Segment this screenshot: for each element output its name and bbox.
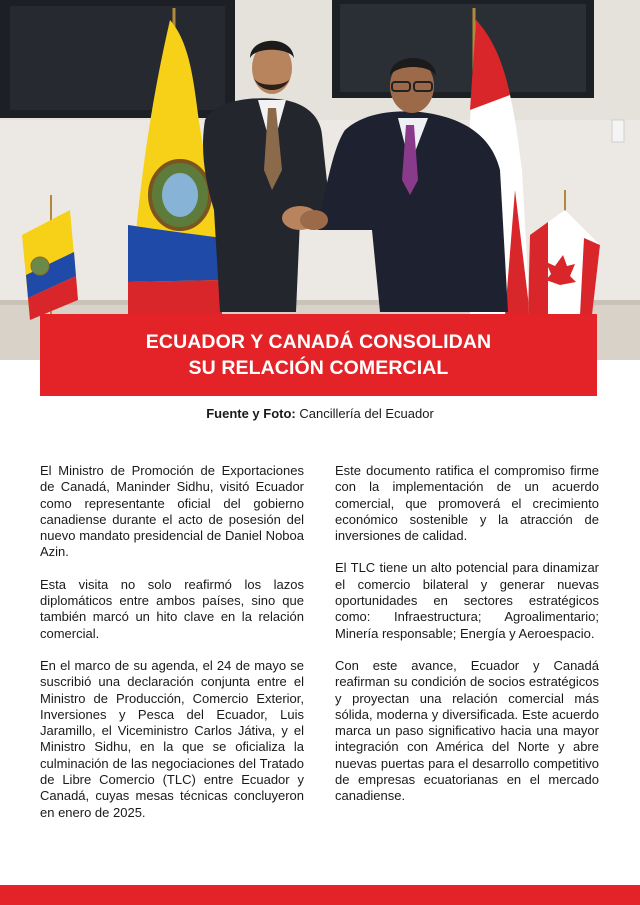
article-title-line-1: ECUADOR Y CANADÁ CONSOLIDAN <box>145 331 492 353</box>
article-title-line-2: SU RELACIÓN COMERCIAL <box>188 357 449 379</box>
source-value: Cancillería del Ecuador <box>295 406 434 421</box>
paragraph: El TLC tiene un alto potencial para dinamizar el comercio bilateral y generar nuevas oportunidades en sectores estratégicos como: Infraestructura; Agroalimentario; Minería responsable; Energía y Aeroespacio. <box>335 560 599 641</box>
source-credit <box>0 406 640 421</box>
paragraph: El Ministro de Promoción de Exportaciones de Canadá, Maninder Sidhu, visitó Ecuador como representante oficial del gobierno canadiense durante el acto de posesión del nuevo mandato presidencial de Daniel Noboa Azin. <box>40 463 304 560</box>
footer-bar <box>0 885 640 905</box>
title-banner <box>40 314 597 396</box>
paragraph: Este documento ratifica el compromiso firme con la implementación de un acuerdo comercial, que promoverá el crecimiento económico sostenible y la atracción de inversiones de calidad. <box>335 463 599 544</box>
left-column <box>40 463 304 837</box>
paragraph: Con este avance, Ecuador y Canadá reafirman su condición de socios estratégicos y proyectan una relación comercial más sólida, moderna y diversificada. Este acuerdo marca un paso significativo hacia una mayor integración con América del Norte y abre nuevas puertas para el desarrollo competitivo de empresas ecuatorianas en el mercado canadiense. <box>335 657 599 804</box>
article-title <box>146 329 491 381</box>
right-column <box>335 463 599 821</box>
handshake-photo <box>0 0 640 360</box>
paragraph: Esta visita no solo reafirmó los lazos diplomáticos entre ambos países, sino que también marcó un hito clave en la relación comercial. <box>40 576 304 641</box>
paragraph: En el marco de su agenda, el 24 de mayo se suscribió una declaración conjunta entre el Ministro de Producción, Comercio Exterior, Inversiones y Pesca del Ecuador, Luis Jaramillo, el Viceministro Carlos Játiva, y el Ministro Sidhu, en la que se oficializa la culminación de las negociaciones del Tratado de Libre Comercio (TLC) entre Ecuador y Canadá, cuyas mesas técnicas concluyeron en enero de 2025. <box>40 657 304 820</box>
source-label: Fuente y Foto: <box>206 406 296 421</box>
